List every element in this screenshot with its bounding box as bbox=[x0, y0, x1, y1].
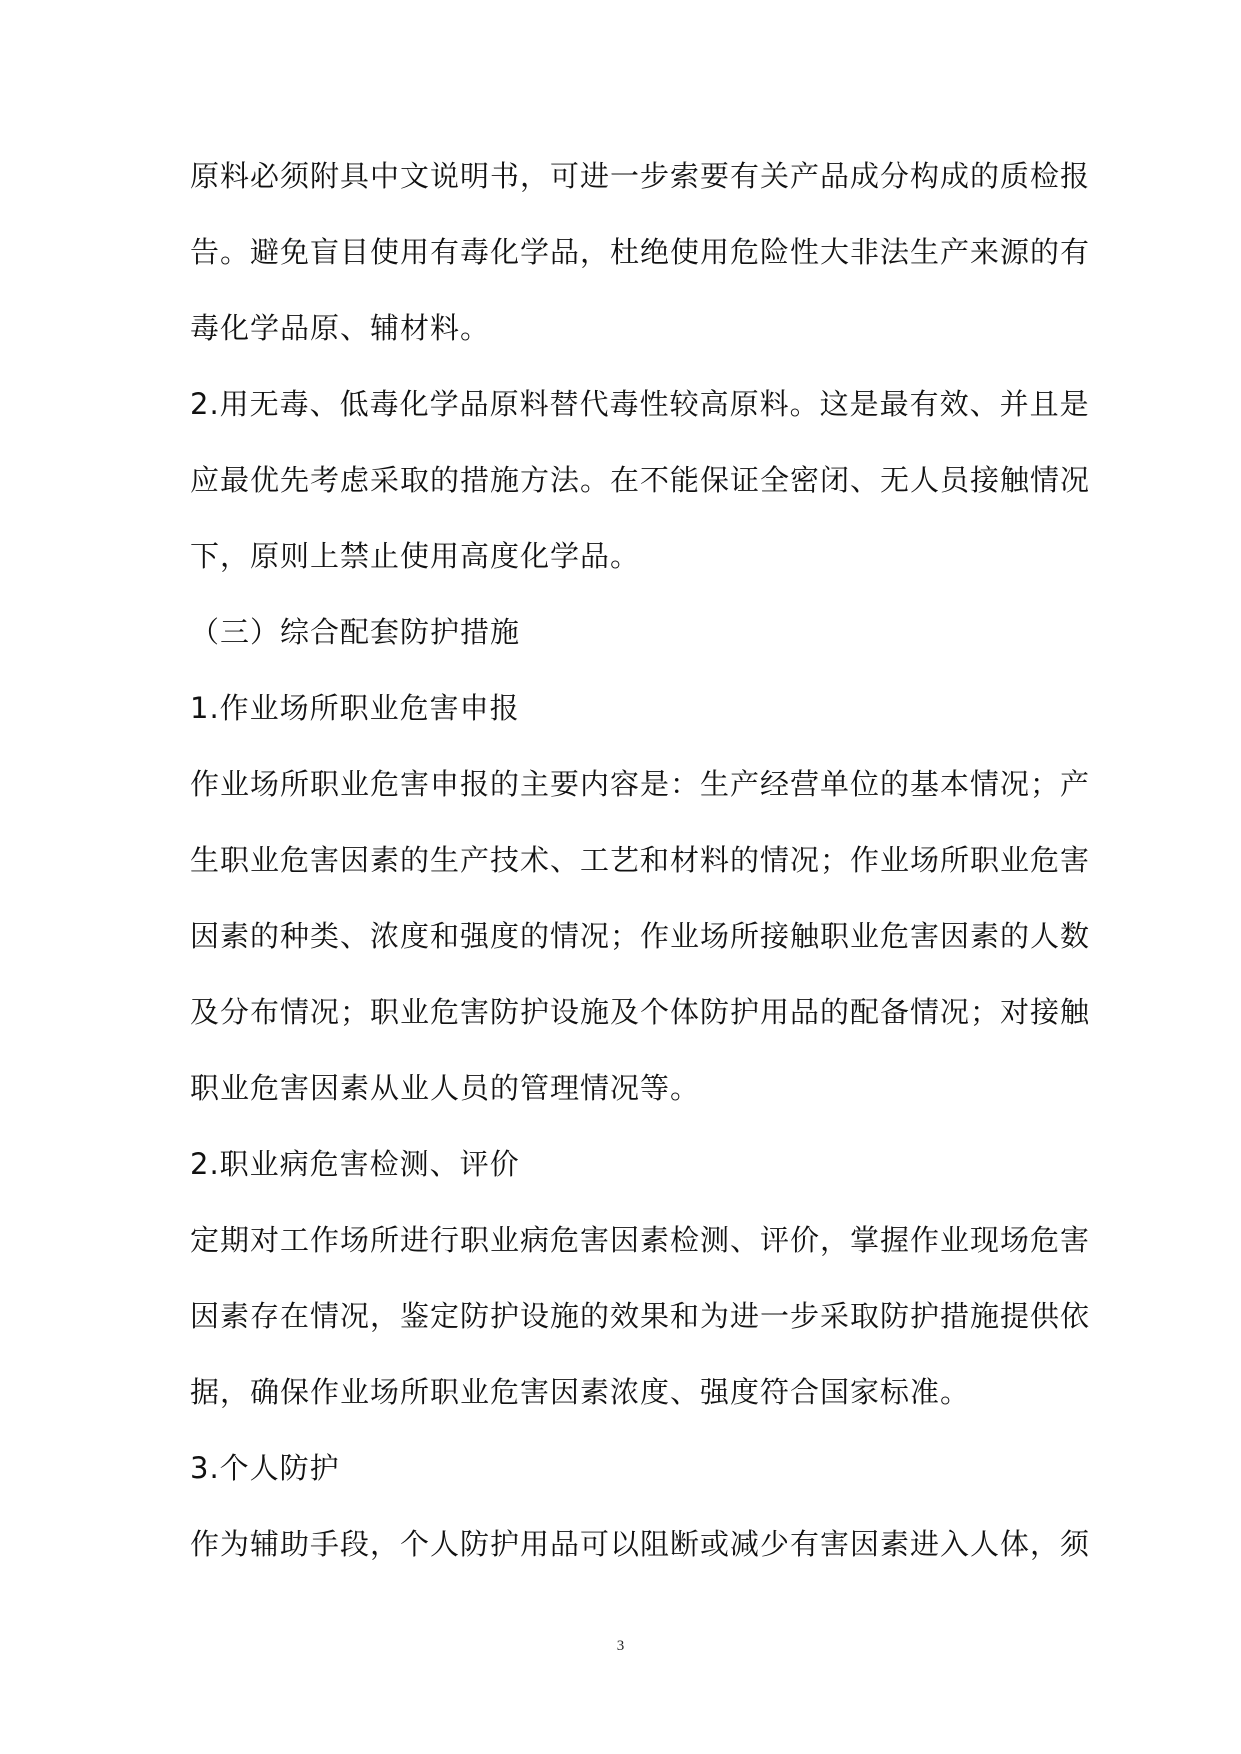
text-line: 因素的种类、浓度和强度的情况；作业场所接触职业危害因素的人数 bbox=[190, 919, 1091, 953]
text-line: 职业危害因素从业人员的管理情况等。 bbox=[190, 1071, 701, 1105]
text-line: 及分布情况；职业危害防护设施及个体防护用品的配备情况；对接触 bbox=[190, 995, 1091, 1029]
text-line: 毒化学品原、辅材料。 bbox=[190, 311, 491, 345]
subsection-heading: 2.职业病危害检测、评价 bbox=[190, 1147, 520, 1181]
text-line: 生职业危害因素的生产技术、工艺和材料的情况；作业场所职业危害 bbox=[190, 843, 1091, 877]
text-line: 作业场所职业危害申报的主要内容是：生产经营单位的基本情况；产 bbox=[190, 767, 1091, 801]
text-line: 作为辅助手段，个人防护用品可以阻断或减少有害因素进入人体，须 bbox=[190, 1527, 1091, 1561]
page-number: 3 bbox=[616, 1638, 625, 1654]
section-heading: （三）综合配套防护措施 bbox=[190, 615, 521, 649]
text-line: 原料必须附具中文说明书，可进一步索要有关产品成分构成的质检报 bbox=[190, 159, 1091, 193]
text-line: 下，原则上禁止使用高度化学品。 bbox=[190, 539, 641, 573]
text-line: 定期对工作场所进行职业病危害因素检测、评价，掌握作业现场危害 bbox=[190, 1223, 1091, 1257]
body-text bbox=[190, 138, 1091, 1582]
subsection-heading: 1.作业场所职业危害申报 bbox=[190, 691, 520, 725]
text-line: 告。避免盲目使用有毒化学品，杜绝使用危险性大非法生产来源的有 bbox=[190, 235, 1091, 269]
text-line: 据，确保作业场所职业危害因素浓度、强度符合国家标准。 bbox=[190, 1375, 971, 1409]
subsection-heading: 3.个人防护 bbox=[190, 1451, 340, 1485]
text-line: 2.用无毒、低毒化学品原料替代毒性较高原料。这是最有效、并且是 bbox=[190, 387, 1090, 421]
text-line: 应最优先考虑采取的措施方法。在不能保证全密闭、无人员接触情况 bbox=[190, 463, 1091, 497]
text-line: 因素存在情况，鉴定防护设施的效果和为进一步采取防护措施提供依 bbox=[190, 1299, 1091, 1333]
